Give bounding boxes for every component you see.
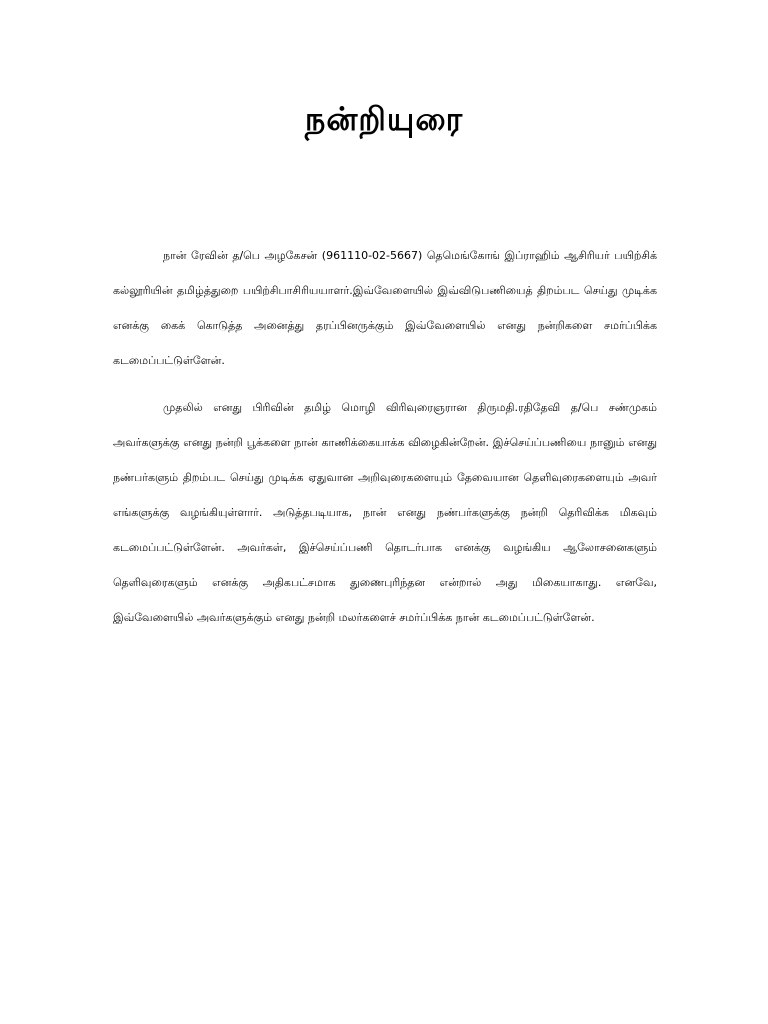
paragraph-acknowledgements: முதலில் எனது பிரிவின் தமிழ் மொழி விரிவுரைஞரான திருமதி.ரதிதேவி த/பெ சண்முகம் அவர்களுக்கு எனது நன்றி பூக்களை நான் காணிக்கையாக்க விழைகின்றேன். இச்செய்ப்பணியை நானும் எனது நண்பர்களும் திறம்பட செய்து முடிக்க ஏதுவான அறிவுரைகளையும் தேவையான தெளிவுரைகளையும் அவர் எங்களுக்கு வழங்கியுள்ளார். அடுத்தபடியாக, நான் எனது நண்பர்களுக்கு நன்றி தெரிவிக்க மிகவும் கடமைப்பட்டுள்ளேன். அவர்கள், இச்செய்ப்பணி தொடர்பாக எனக்கு வழங்கிய ஆலோசனைகளும் தெளிவுரைகளும் எனக்கு அதிகபட்சமாக துணைபுரிந்தன என்றால் அது மிகையாகாது. எனவே, இவ்வேளையில் அவர்களுக்கும் எனது நன்றி மலர்களைச் சமர்ப்பிக்க நான் கடமைப்பட்டுள்ளேன். [113,401,657,624]
paragraph-intro: நான் ரேவின் த/பெ அழகேசன் (961110-02-5667) தெமெங்கோங் இப்ராஹிம் ஆசிரியர் பயிற்சிக் கல்லூரியின் தமிழ்த்துறை பயிற்சிபாசிரியயாளர்.இவ்வேளையில் இவ்விடுபணியைத் திறம்பட செய்து முடிக்க எனக்கு கைக் கொடுத்த அனைத்து தரப்பினருக்கும் இவ்வேளையில் எனது நன்றிகளை சமர்ப்பிக்க கடமைப்பட்டுள்ளேன். [113,249,657,367]
page-title: நன்றியுரை [304,100,464,138]
